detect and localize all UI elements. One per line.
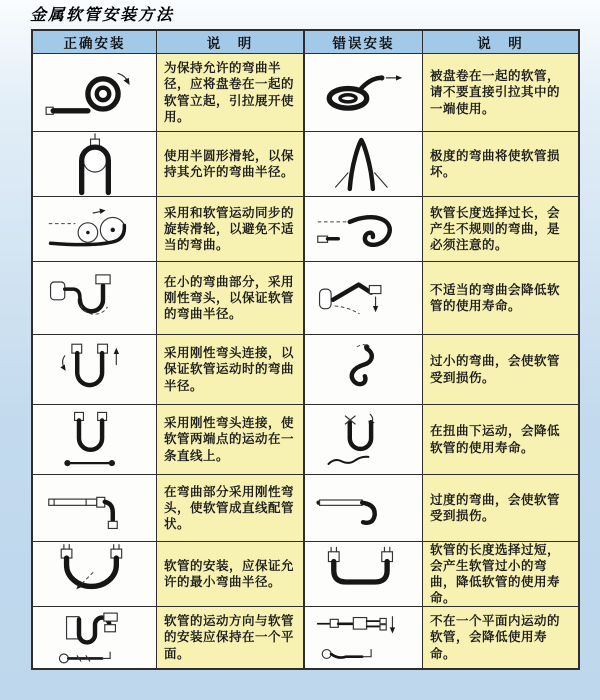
table-row xyxy=(33,541,578,606)
rigid-elbow-small-bend-icon xyxy=(39,266,151,330)
correct-illustration-cell xyxy=(33,606,156,668)
table-row xyxy=(33,53,578,131)
header-wrong-description: 说 明 xyxy=(422,31,578,53)
too-short-hose-icon xyxy=(308,542,420,606)
wrong-description: 不适当的弯曲会降低软管的使用寿命。 xyxy=(422,261,578,334)
wrong-description: 过小的弯曲，会使软管受到损伤。 xyxy=(422,334,578,404)
wrong-illustration-cell xyxy=(303,474,422,541)
correct-illustration-cell xyxy=(33,474,156,541)
manual-page xyxy=(0,2,600,670)
table-header-row xyxy=(33,31,578,53)
wrong-illustration-cell xyxy=(303,261,422,334)
non-planar-motion-icon xyxy=(308,606,420,668)
wrong-description: 极度的弯曲将使软管损坏。 xyxy=(422,131,578,196)
wrong-illustration-cell xyxy=(303,131,422,196)
twisted-motion-icon xyxy=(308,408,420,472)
page-title: 金属软管安装方法 xyxy=(30,5,175,24)
semicircular-pulley-icon xyxy=(39,132,151,196)
correct-description: 使用半圆形滑轮，以保持其允许的弯曲半径。 xyxy=(156,131,303,196)
correct-illustration-cell xyxy=(33,261,156,334)
minimum-bend-radius-u-icon xyxy=(39,542,151,606)
table-row xyxy=(33,196,578,261)
correct-illustration-cell xyxy=(33,131,156,196)
table-row xyxy=(33,334,578,404)
correct-illustration-cell xyxy=(33,404,156,474)
table-row xyxy=(33,131,578,196)
improper-bend-icon xyxy=(308,266,420,330)
wrong-description: 不在一个平面内运动的软管，会降低使用寿命。 xyxy=(422,606,578,668)
wrong-illustration-cell xyxy=(303,606,422,668)
correct-description: 为保持允许的弯曲半径，应将盘卷在一起的软管立起，引拉展开使用。 xyxy=(156,53,303,131)
wrong-description: 软管的长度选择过短，会产生软管过小的弯曲，降低软管的使用寿命。 xyxy=(422,541,578,606)
correct-description: 在弯曲部分采用刚性弯头，使软管成直线配管状。 xyxy=(156,474,303,541)
rigid-elbow-motion-icon xyxy=(39,338,151,402)
irregular-loop-icon xyxy=(308,197,420,261)
wrong-illustration-cell xyxy=(303,196,422,261)
planar-installation-icon xyxy=(39,606,151,668)
correct-description: 采用刚性弯头连接，以保证软管运动时的弯曲半径。 xyxy=(156,334,303,404)
table-row xyxy=(33,606,578,668)
correct-description: 软管的运动方向与软管的安装应保持在一个平面。 xyxy=(156,606,303,668)
installation-table xyxy=(31,29,580,670)
too-small-bend-icon xyxy=(308,338,420,402)
straight-piping-elbow-icon xyxy=(39,476,151,540)
header-correct-description: 说 明 xyxy=(156,31,303,53)
wrong-illustration-cell xyxy=(303,53,422,131)
coiled-hose-direct-pull-icon xyxy=(308,61,420,125)
extreme-bend-icon xyxy=(308,132,420,196)
correct-illustration-cell xyxy=(33,334,156,404)
wrong-description: 过度的弯曲，会使软管受到损伤。 xyxy=(422,474,578,541)
header-correct-installation: 正确安装 xyxy=(33,31,156,53)
correct-description: 采用刚性弯头连接，使软管两端点的运动在一条直线上。 xyxy=(156,404,303,474)
table-row xyxy=(33,261,578,334)
table-row xyxy=(33,404,578,474)
wrong-description: 被盘卷在一起的软管，请不要直接引拉其中的一端使用。 xyxy=(422,53,578,131)
wrong-illustration-cell xyxy=(303,404,422,474)
correct-description: 软管的安装，应保证允许的最小弯曲半径。 xyxy=(156,541,303,606)
correct-illustration-cell xyxy=(33,541,156,606)
correct-illustration-cell xyxy=(33,53,156,131)
header-wrong-installation: 错误安装 xyxy=(303,31,422,53)
excessive-bend-icon xyxy=(308,476,420,540)
wrong-description: 软管长度选择过长，会产生不规则的弯曲，是必须注意的。 xyxy=(422,196,578,261)
coiled-hose-upright-icon xyxy=(39,61,151,125)
rotating-pulleys-icon xyxy=(39,197,151,261)
table-row xyxy=(33,474,578,541)
table-body xyxy=(33,53,578,668)
wrong-description: 在扭曲下运动，会降低软管的使用寿命。 xyxy=(422,404,578,474)
wrong-illustration-cell xyxy=(303,334,422,404)
correct-description: 采用和软管运动同步的旋转滑轮，以避免不适当的弯曲。 xyxy=(156,196,303,261)
straight-line-motion-icon xyxy=(39,408,151,472)
wrong-illustration-cell xyxy=(303,541,422,606)
correct-illustration-cell xyxy=(33,196,156,261)
correct-description: 在小的弯曲部分，采用刚性弯头，以保证软管的弯曲半径。 xyxy=(156,261,303,334)
